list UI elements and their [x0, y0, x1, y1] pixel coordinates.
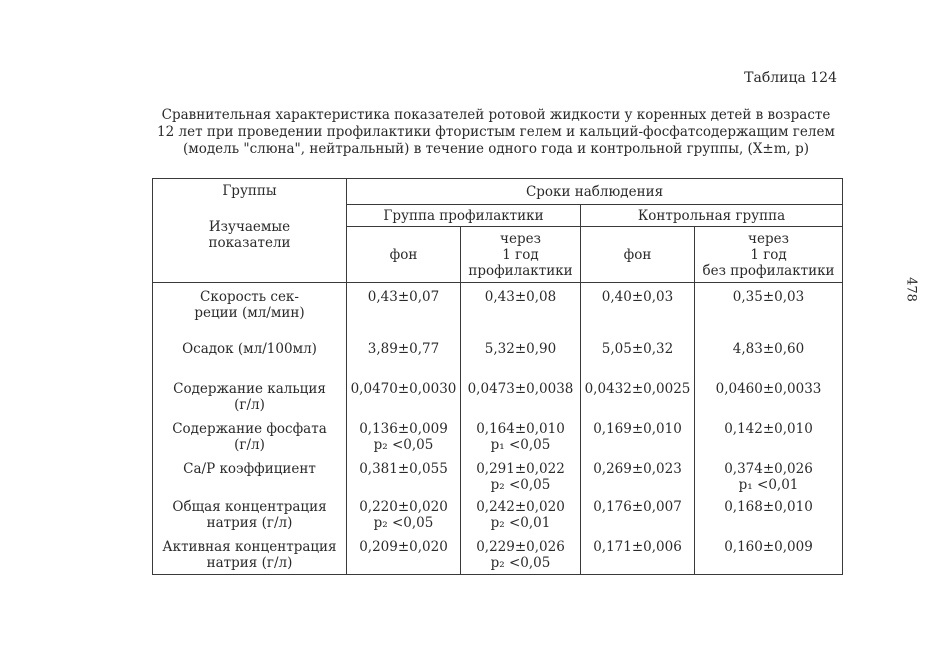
- header-col-line: 1 год: [750, 246, 787, 263]
- table-caption: [150, 107, 842, 158]
- indicator-line: Содержание фосфата: [172, 420, 327, 437]
- cell-significance: p₂ <0,05: [373, 514, 434, 531]
- table-cell: [695, 535, 843, 575]
- row-indicator: [153, 535, 347, 575]
- cell-value: 0,168±0,010: [724, 498, 813, 515]
- cell-value: 0,0460±0,0033: [715, 380, 822, 397]
- cell-value: 0,40±0,03: [601, 289, 674, 305]
- indicator-line: Активная концентрация: [162, 538, 337, 555]
- cell-value: 0,269±0,023: [593, 460, 682, 477]
- header-col-line: через: [748, 230, 789, 247]
- table-cell: [347, 377, 461, 417]
- header-col-line: через: [500, 230, 541, 247]
- header-col-after-prophylaxis: [461, 227, 581, 283]
- page-number: 478: [903, 277, 919, 302]
- cell-value: 4,83±0,60: [732, 340, 805, 357]
- cell-value: 0,220±0,020: [359, 498, 448, 515]
- cell-value: 0,142±0,010: [724, 420, 813, 437]
- indicator-line: Скорость сек-: [200, 289, 299, 305]
- cell-value: 0,43±0,07: [367, 289, 440, 305]
- table-cell: [347, 283, 461, 337]
- table-row: [153, 457, 843, 495]
- header-col-line: без профилактики: [702, 262, 835, 279]
- row-indicator: [153, 377, 347, 417]
- table-cell: [461, 535, 581, 575]
- cell-significance: p₁ <0,05: [490, 436, 551, 453]
- indicator-line: (г/л): [234, 436, 265, 453]
- cell-value: 0,164±0,010: [476, 420, 565, 437]
- table-cell: [347, 337, 461, 377]
- row-indicator: [153, 457, 347, 495]
- cell-value: 0,136±0,009: [359, 420, 448, 437]
- table-cell: [581, 495, 695, 535]
- indicator-line: Осадок (мл/100мл): [182, 340, 317, 357]
- caption-line: 12 лет при проведении профилактики фтористым гелем и кальций-фосфатсодержащим гелем: [157, 124, 835, 140]
- table-row: [153, 495, 843, 535]
- row-indicator: [153, 495, 347, 535]
- table-cell: [461, 283, 581, 337]
- row-indicator: [153, 283, 347, 337]
- table-row: [153, 337, 843, 377]
- header-col-baseline-control: [581, 227, 695, 283]
- row-indicator: [153, 337, 347, 377]
- indicator-line: реции (мл/мин): [194, 305, 305, 321]
- cell-value: 0,171±0,006: [593, 538, 682, 555]
- table-cell: [581, 457, 695, 495]
- caption-line: (модель "слюна", нейтральный) в течение одного года и контрольной группы, (X±m, p): [182, 141, 810, 157]
- indicator-line: Общая концентрация: [172, 498, 327, 515]
- header-col-line: фон: [623, 246, 652, 263]
- cell-value: 0,374±0,026: [724, 460, 813, 477]
- header-groups: Группы: [222, 183, 277, 199]
- header-groups-indicators: [153, 179, 347, 283]
- table-row: [153, 283, 843, 337]
- table-cell: [347, 457, 461, 495]
- table-cell: [461, 417, 581, 457]
- table-cell: [581, 337, 695, 377]
- table-cell: [461, 457, 581, 495]
- cell-significance: p₂ <0,05: [490, 554, 551, 571]
- table-cell: [695, 417, 843, 457]
- indicator-line: (г/л): [234, 396, 265, 413]
- cell-value: 0,176±0,007: [593, 498, 682, 515]
- cell-significance: p₂ <0,05: [373, 436, 434, 453]
- cell-value: 0,209±0,020: [359, 538, 448, 555]
- table-row: [153, 377, 843, 417]
- table-cell: [581, 377, 695, 417]
- table-cell: [581, 417, 695, 457]
- cell-value: 3,89±0,77: [367, 340, 440, 357]
- cell-value: 0,0473±0,0038: [467, 380, 574, 397]
- data-table: [152, 178, 843, 575]
- header-col-line: профилактики: [468, 262, 573, 279]
- cell-value: 0,0470±0,0030: [350, 380, 457, 397]
- cell-value: 0,381±0,055: [359, 460, 448, 477]
- cell-significance: p₂ <0,01: [490, 514, 551, 531]
- cell-value: 0,291±0,022: [476, 460, 565, 477]
- table-row: [153, 535, 843, 575]
- header-indicators-line: показатели: [208, 235, 291, 251]
- table-label: Таблица 124: [744, 70, 837, 86]
- row-indicator: [153, 417, 347, 457]
- indicator-line: Содержание кальция: [173, 380, 326, 397]
- header-observation-period: Сроки наблюдения: [347, 179, 843, 205]
- header-prophylaxis-group: Группа профилактики: [347, 205, 581, 227]
- header-col-line: 1 год: [502, 246, 539, 263]
- table-cell: [461, 337, 581, 377]
- indicator-line: Ca/P коэффициент: [183, 460, 316, 477]
- indicator-line: натрия (г/л): [206, 554, 293, 571]
- cell-value: 0,169±0,010: [593, 420, 682, 437]
- header-indicators-line: Изучаемые: [208, 219, 291, 235]
- cell-significance: p₂ <0,05: [490, 476, 551, 493]
- table-cell: [347, 535, 461, 575]
- table-cell: [695, 337, 843, 377]
- caption-line: Сравнительная характеристика показателей ротовой жидкости у коренных детей в возрасте: [161, 107, 831, 123]
- table-cell: [695, 495, 843, 535]
- cell-significance: p₁ <0,01: [738, 476, 799, 493]
- header-col-after-control: [695, 227, 843, 283]
- cell-value: 5,05±0,32: [601, 340, 674, 357]
- cell-value: 0,35±0,03: [732, 289, 805, 305]
- table-row: [153, 417, 843, 457]
- cell-value: 0,43±0,08: [484, 289, 557, 305]
- cell-value: 0,0432±0,0025: [584, 380, 691, 397]
- table-cell: [461, 377, 581, 417]
- header-control-group: Контрольная группа: [581, 205, 843, 227]
- table-cell: [461, 495, 581, 535]
- table-cell: [695, 377, 843, 417]
- header-col-line: фон: [389, 246, 418, 263]
- table-cell: [581, 283, 695, 337]
- table-cell: [347, 495, 461, 535]
- cell-value: 0,229±0,026: [476, 538, 565, 555]
- indicator-line: натрия (г/л): [206, 514, 293, 531]
- cell-value: 0,242±0,020: [476, 498, 565, 515]
- table-cell: [695, 283, 843, 337]
- table-cell: [347, 417, 461, 457]
- cell-value: 0,160±0,009: [724, 538, 813, 555]
- header-col-baseline-prophylaxis: [347, 227, 461, 283]
- cell-value: 5,32±0,90: [484, 340, 557, 357]
- table-cell: [695, 457, 843, 495]
- table-cell: [581, 535, 695, 575]
